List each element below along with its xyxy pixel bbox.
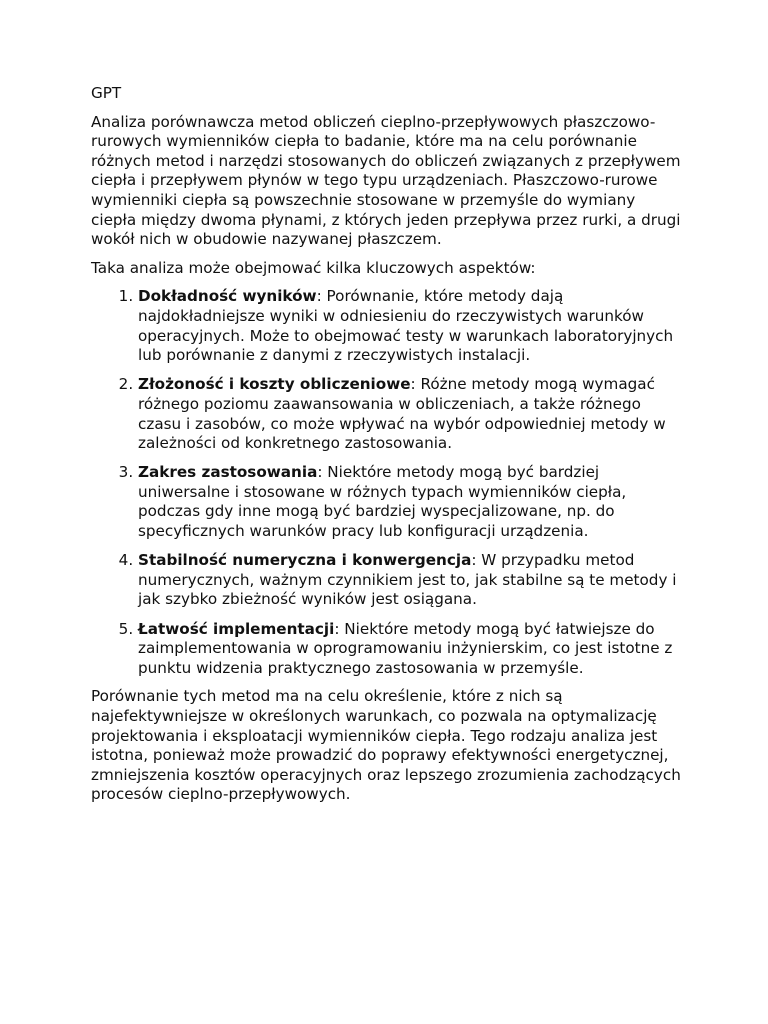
conclusion-paragraph: Porównanie tych metod ma na celu określenie, które z nich są najefektywniejsze w określonych warunkach, co pozwala na optymalizację projektowania i eksploatacji wymienników ciepła. Tego rodzaju analiza jest istotna, ponieważ może prowadzić do poprawy efektywności energetycznej, zmniejszenia kosztów operacyjnych oraz lepszego zrozumienia zachodzących procesów cieplno-przepływowych. [91,687,681,804]
aspects-list [91,287,681,678]
document-page [91,84,681,814]
list-item [138,463,681,541]
list-item [138,551,681,610]
list-item [138,375,681,453]
list-item-title: Dokładność wyników [138,287,317,306]
list-item-title: Stabilność numeryczna i konwergencja [138,551,472,570]
list-item-text: : W przypadku metod numerycznych, ważnym czynnikiem jest to, jak stabilne są te metody i jak szybko zbieżność wyników jest osiągana. [138,551,677,609]
list-item [138,287,681,365]
list-item-text: : Niektóre metody mogą być łatwiejsze do zaimplementowania w oprogramowaniu inżynierskim, co jest istotne z punktu widzenia praktycznego zastosowania w przemyśle. [138,619,673,677]
intro-paragraph: Analiza porównawcza metod obliczeń cieplno-przepływowych płaszczowo-rurowych wymienników ciepła to badanie, które ma na celu porównanie różnych metod i narzędzi stosowanych do obliczeń związanych z przepływem ciepła i przepływem płynów w tego typu urządzeniach. Płaszczowo-rurowe wymienniki ciepła są powszechnie stosowane w przemyśle do wymiany ciepła między dwoma płynami, z których jeden przepływa przez rurki, a drugi wokół nich w obudowie nazywanej płaszczem. [91,112,681,249]
list-item-text: : Porównanie, które metody dają najdokładniejsze wyniki w odniesieniu do rzeczywistych warunków operacyjnych. Może to obejmować testy w warunkach laboratoryjnych lub porównanie z danymi z rzeczywistych instalacji. [138,287,674,365]
document-heading: GPT [91,84,122,102]
list-item-title: Zakres zastosowania [138,463,318,482]
list-item-text: : Niektóre metody mogą być bardziej uniwersalne i stosowane w różnych typach wymienników ciepła, podczas gdy inne mogą być bardziej wyspecjalizowane, np. do specyficznych warunków pracy lub konfiguracji urządzenia. [138,463,627,541]
list-item-text: : Różne metody mogą wymagać różnego poziomu zaawansowania w obliczeniach, a także różnego czasu i zasobów, co może wpływać na wybór odpowiedniej metody w zależności od konkretnego zastosowania. [138,375,666,453]
lead-paragraph: Taka analiza może obejmować kilka kluczowych aspektów: [91,258,536,277]
list-item-title: Złożoność i koszty obliczeniowe [138,375,411,394]
list-item-title: Łatwość implementacji [138,619,335,638]
list-item [138,620,681,679]
